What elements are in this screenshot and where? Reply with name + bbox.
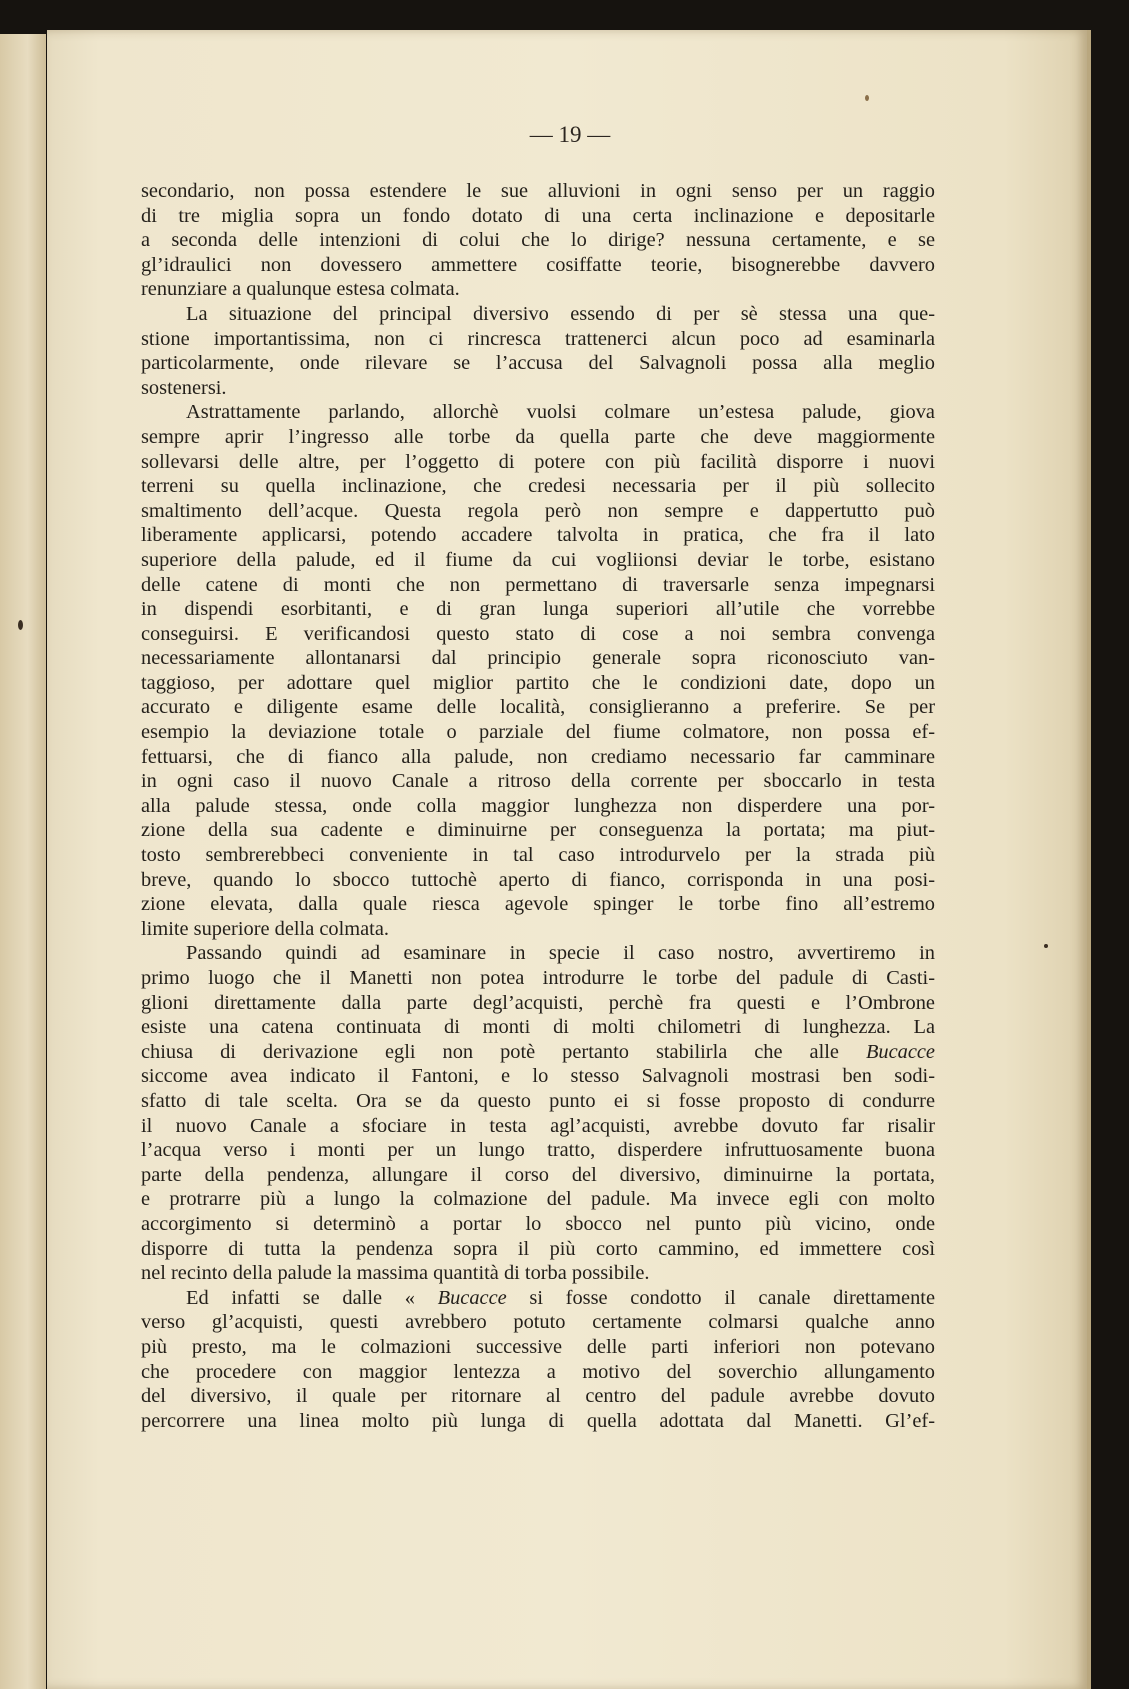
text-line-content: gl’idraulici non dovessero ammettere cosiffatte teorie, bisognerebbe davvero	[141, 253, 935, 276]
text-line-content: più presto, ma le colmazioni successive delle parti inferiori non potevano	[141, 1335, 935, 1358]
text-line-content: zione elevata, dalla quale riesca agevole spinger le torbe fino all’estremo	[141, 893, 935, 916]
text-line	[141, 1261, 935, 1286]
text-line-content: percorrere una linea molto più lunga di quella adottata dal Manetti. Gl’ef-	[141, 1409, 935, 1432]
text-line-content: delle catene di monti che non permettano di traversarle senza impegnarsi	[141, 573, 935, 596]
text-line	[141, 1212, 935, 1237]
text-line	[141, 1163, 935, 1188]
text-line-content: terreni su quella inclinazione, che credesi necessaria per il più sollecito	[141, 475, 935, 498]
text-line-content: in ogni caso il nuovo Canale a ritroso della corrente per sboccarlo in testa	[141, 770, 935, 793]
text-line	[141, 228, 935, 253]
text-line-content: sostenersi.	[141, 376, 227, 399]
ink-spot	[1044, 944, 1048, 948]
text-line	[141, 843, 935, 868]
text-line-content: necessariamente allontanarsi dal principio generale sopra riconosciuto van-	[141, 647, 935, 670]
text-line	[141, 400, 935, 425]
text-line-content: parte della pendenza, allungare il corso del diversivo, diminuirne la portata,	[141, 1163, 935, 1186]
text-line	[141, 695, 935, 720]
text-line	[141, 622, 935, 647]
text-line	[141, 253, 935, 278]
text-line	[141, 1286, 935, 1311]
text-line	[141, 1138, 935, 1163]
text-line-content: breve, quando lo sbocco tuttochè aperto di fianco, corrisponda in una posi-	[141, 868, 935, 891]
text-line	[141, 548, 935, 573]
text-line	[141, 302, 935, 327]
text-line	[141, 1089, 935, 1114]
text-line-content: il nuovo Canale a sfociare in testa agl’acquisti, avrebbe dovuto far risalir	[141, 1114, 935, 1137]
text-line	[141, 917, 935, 942]
text-line	[141, 523, 935, 548]
text-line	[141, 966, 935, 991]
text-line-content: secondario, non possa estendere le sue alluvioni in ogni senso per un raggio	[141, 180, 935, 202]
left-page-edge	[0, 34, 46, 1689]
text-line-content: di tre miglia sopra un fondo dotato di una certa inclinazione e depositarle	[141, 204, 935, 227]
text-line-content: l’acqua verso i monti per un lungo tratto, disperdere infruttuosamente buona	[141, 1139, 935, 1162]
text-line-content: sempre aprir l’ingresso alle torbe da quella parte che deve maggiormente	[141, 425, 935, 448]
text-line-content: Ed infatti se dalle «	[186, 1286, 438, 1309]
text-line	[141, 597, 935, 622]
italic-term: Bucacce	[865, 1040, 935, 1063]
text-line	[141, 1064, 935, 1089]
text-line-content: chiusa di derivazione egli non potè pertanto stabilirla che alle	[141, 1040, 866, 1063]
text-line-content: sfatto di tale scelta. Ora se da questo punto ei si fosse proposto di condurre	[141, 1089, 935, 1112]
page-number: — 19 —	[529, 122, 611, 147]
text-line	[141, 868, 935, 893]
text-line	[141, 1335, 935, 1360]
italic-term: Bucacce	[437, 1286, 507, 1309]
text-line	[141, 1187, 935, 1212]
text-line-content: smaltimento dell’acque. Questa regola però non sempre e dappertutto può	[141, 499, 935, 522]
text-line-content: accorgimento si determinò a portar lo sbocco nel punto più vicino, onde	[141, 1212, 935, 1235]
text-line-content: particolarmente, onde rilevare se l’accusa del Salvagnoli possa alla meglio	[141, 352, 935, 375]
text-line	[141, 671, 935, 696]
text-line-content: Passando quindi ad esaminare in specie il caso nostro, avvertiremo in	[186, 942, 935, 965]
text-line-content: glioni direttamente dalla parte degl’acquisti, perchè fra questi e l’Ombrone	[141, 991, 935, 1014]
text-line-content: esiste una catena continuata di monti di molti chilometri di lunghezza. La	[141, 1016, 935, 1039]
text-line	[141, 474, 935, 499]
text-line-content: zione della sua cadente e diminuirne per conseguenza la portata; ma piut-	[141, 819, 935, 842]
text-line	[141, 991, 935, 1016]
text-line	[141, 351, 935, 376]
text-line	[141, 1360, 935, 1385]
text-line	[141, 179, 935, 204]
text-line	[141, 941, 935, 966]
text-line-content: in dispendi esorbitanti, e di gran lunga superiori all’utile che vorrebbe	[141, 598, 935, 621]
text-line	[141, 794, 935, 819]
text-line-content: Astrattamente parlando, allorchè vuolsi colmare un’estesa palude, giova	[186, 401, 935, 424]
ink-spot	[18, 620, 23, 630]
text-line	[141, 1409, 935, 1434]
text-line	[141, 1237, 935, 1262]
text-line-continuation: si fosse condotto il canale direttamente	[506, 1286, 935, 1309]
text-line-content: nel recinto della palude la massima quantità di torba possibile.	[141, 1262, 650, 1285]
text-line	[141, 1310, 935, 1335]
text-line-content: accurato e diligente esame delle località, consiglieranno a preferire. Se per	[141, 696, 935, 719]
text-line	[141, 1015, 935, 1040]
text-line	[141, 425, 935, 450]
text-line-content: stione importantissima, non ci rincresca trattenerci alcun poco ad esaminarla	[141, 327, 935, 350]
text-line	[141, 892, 935, 917]
text-line-content: superiore della palude, ed il fiume da cui vogliionsi deviar le torbe, esistano	[141, 548, 935, 571]
text-line-content: limite superiore della colmata.	[141, 917, 389, 940]
text-line	[141, 573, 935, 598]
text-line-content: che procedere con maggior lentezza a motivo del soverchio allungamento	[141, 1360, 935, 1383]
text-line	[141, 204, 935, 229]
text-line-content: verso gl’acquisti, questi avrebbero potuto certamente colmarsi qualche anno	[141, 1311, 935, 1334]
text-line	[141, 1384, 935, 1409]
text-line-content: del diversivo, il quale per ritornare al centro del padule avrebbe dovuto	[141, 1385, 935, 1408]
text-line	[141, 745, 935, 770]
page-right-edge	[1087, 30, 1091, 1689]
text-line-content: conseguirsi. E verificandosi questo stato di cose a noi sembra convenga	[141, 622, 935, 645]
text-line	[141, 720, 935, 745]
text-line-content: taggioso, per adottare quel miglior partito che le condizioni date, dopo un	[141, 671, 935, 694]
body-text	[141, 179, 935, 1433]
text-line	[141, 376, 935, 401]
text-line-content: a seconda delle intenzioni di colui che lo dirige? nessuna certamente, e se	[141, 229, 935, 252]
text-line-content: renunziare a qualunque estesa colmata.	[141, 278, 460, 301]
text-line-content: siccome avea indicato il Fantoni, e lo stesso Salvagnoli mostrasi ben sodi-	[141, 1065, 935, 1088]
text-line-content: alla palude stessa, onde colla maggior lunghezza non disperdere una por-	[141, 794, 935, 817]
text-line	[141, 769, 935, 794]
ink-spot	[865, 95, 869, 101]
text-line	[141, 499, 935, 524]
text-line-content: liberamente applicarsi, potendo accadere talvolta in pratica, che fra il lato	[141, 524, 935, 547]
text-line	[141, 1040, 935, 1065]
text-line	[141, 1114, 935, 1139]
text-line-content: fettuarsi, che di fianco alla palude, non crediamo necessario far camminare	[141, 745, 935, 768]
text-line	[141, 818, 935, 843]
text-line-content: tosto sembrerebbeci conveniente in tal caso introdurvelo per la strada più	[141, 844, 935, 867]
text-line	[141, 450, 935, 475]
text-line-content: sollevarsi delle altre, per l’oggetto di potere con più facilità disporre i nuovi	[141, 450, 935, 473]
text-line-content: esempio la deviazione totale o parziale del fiume colmatore, non possa ef-	[141, 721, 935, 744]
text-line	[141, 646, 935, 671]
text-line-content: disporre di tutta la pendenza sopra il più corto cammino, ed immettere così	[141, 1237, 935, 1260]
text-line-content: La situazione del principal diversivo essendo di per sè stessa una que-	[186, 302, 935, 325]
text-line	[141, 327, 935, 352]
text-line-content: primo luogo che il Manetti non potea introdurre le torbe del padule di Casti-	[141, 967, 935, 989]
text-line-content: e protrarre più a lungo la colmazione del padule. Ma invece egli con molto	[141, 1188, 935, 1211]
text-line	[141, 277, 935, 302]
